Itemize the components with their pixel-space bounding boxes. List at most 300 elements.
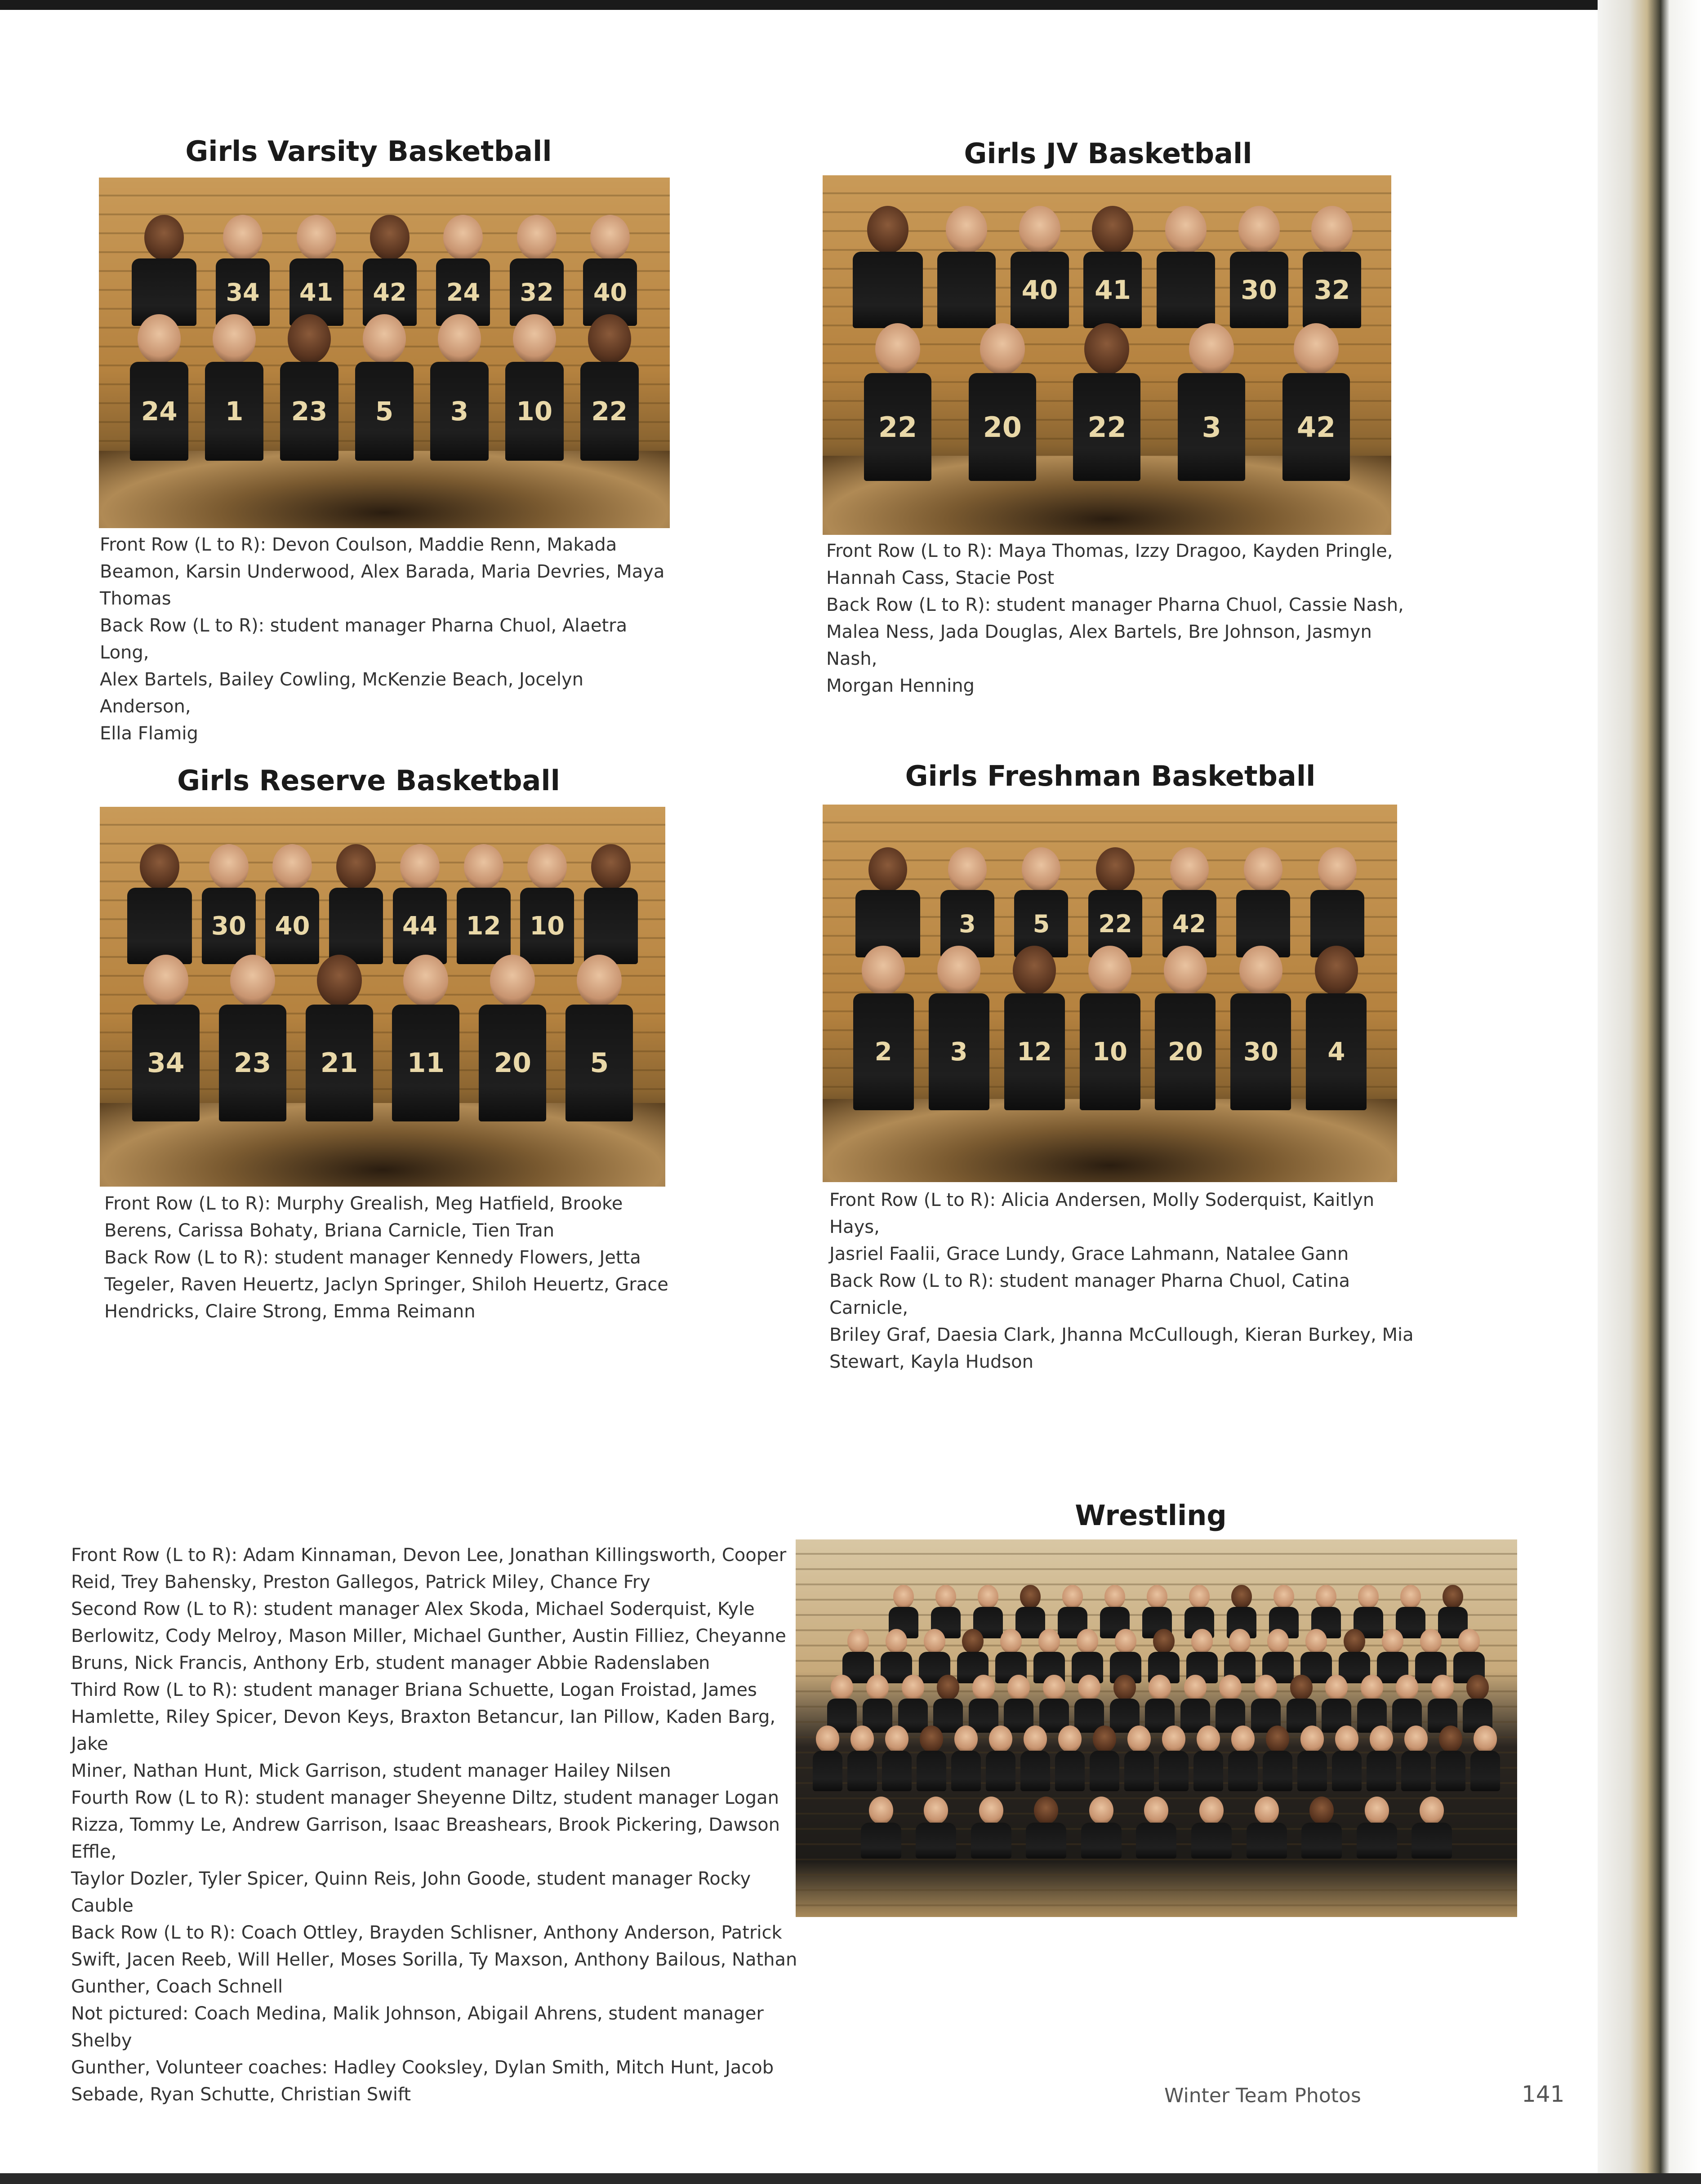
jersey — [1193, 1751, 1223, 1791]
team-member-figure — [847, 1726, 877, 1791]
team-member-figure — [1055, 1726, 1085, 1791]
jersey: 12 — [1004, 993, 1065, 1110]
team-member-figure — [1228, 1726, 1258, 1791]
face — [1266, 1726, 1289, 1753]
jersey: 30 — [1230, 993, 1291, 1110]
face — [1078, 1675, 1100, 1701]
caption-front-row-cont: Thomas — [100, 588, 171, 609]
caption-line: Reid, Trey Bahensky, Preston Gallegos, Patrick Miley, Chance Fry — [71, 1572, 650, 1592]
face — [1231, 1726, 1255, 1753]
face — [1311, 206, 1353, 254]
jersey — [1228, 1751, 1258, 1791]
jersey — [1247, 1823, 1287, 1859]
jersey: 41 — [1083, 252, 1142, 328]
team-member-figure — [127, 844, 192, 964]
jersey: 42 — [363, 258, 417, 326]
face — [937, 946, 980, 995]
face — [209, 844, 249, 890]
team-member-figure — [436, 215, 490, 326]
team-member-figure — [1159, 1726, 1189, 1791]
jersey — [1055, 1751, 1085, 1791]
jersey — [861, 1823, 901, 1859]
team-member-figure — [1470, 1726, 1500, 1791]
face — [223, 215, 263, 260]
caption-back-row-cont: Tegeler, Raven Heuertz, Jaclyn Springer, Shiloh Heuertz, Grace — [104, 1274, 668, 1295]
face — [1024, 1726, 1047, 1753]
jersey — [1367, 1751, 1396, 1791]
jersey: 23 — [219, 1005, 286, 1121]
team-member-figure — [583, 215, 637, 326]
face — [513, 314, 556, 364]
face — [948, 847, 987, 892]
jersey: 42 — [1162, 890, 1216, 957]
face — [1092, 206, 1133, 254]
caption-back-row: Back Row (L to R): student manager Pharna Chuol, Alaetra Long, — [100, 615, 628, 663]
footer-section-label: Winter Team Photos — [1164, 2084, 1361, 2107]
team-member-figure — [853, 946, 914, 1110]
team-member-figure — [882, 1726, 912, 1791]
face — [875, 323, 920, 375]
jersey: 2 — [853, 993, 914, 1110]
jersey — [1297, 1751, 1327, 1791]
jv-front-row — [846, 319, 1369, 481]
team-member-figure — [1073, 323, 1140, 481]
caption-front-row-cont: Jasriel Faalii, Grace Lundy, Grace Lahmann, Natalee Gann — [829, 1244, 1349, 1264]
team-member-figure — [132, 955, 200, 1121]
face — [1300, 1726, 1324, 1753]
team-member-figure — [363, 215, 417, 326]
face — [464, 844, 503, 890]
freshman-front-row — [846, 939, 1374, 1110]
face — [1466, 1675, 1489, 1701]
caption-line: Not pictured: Coach Medina, Malik Johnson, Abigail Ahrens, student manager Shelby — [71, 2003, 764, 2051]
face — [1043, 1675, 1065, 1701]
team-member-figure — [986, 1726, 1015, 1791]
face — [946, 206, 987, 254]
face — [1358, 1585, 1379, 1609]
team-member-figure — [1412, 1797, 1452, 1859]
team-member-figure — [280, 314, 338, 461]
face — [1274, 1585, 1294, 1609]
jersey: 12 — [457, 888, 511, 964]
team-member-figure — [1332, 1726, 1362, 1791]
face — [1239, 946, 1282, 995]
team-member-figure — [205, 314, 263, 461]
face — [138, 314, 181, 364]
face — [1147, 1585, 1167, 1609]
team-member-figure — [457, 844, 511, 964]
face — [1104, 1585, 1125, 1609]
caption-back-row-cont: Stewart, Kayla Hudson — [829, 1352, 1034, 1372]
court-floor — [823, 1099, 1397, 1182]
jersey: 20 — [1155, 993, 1216, 1110]
face — [1164, 946, 1207, 995]
face — [1439, 1726, 1462, 1753]
face — [1020, 1585, 1041, 1609]
jersey: 3 — [430, 362, 489, 461]
face — [1458, 1629, 1480, 1654]
caption-line: Swift, Jacen Reeb, Will Heller, Moses Sorilla, Ty Maxson, Anthony Bailous, Nathan — [71, 1949, 797, 1970]
jersey — [1436, 1751, 1465, 1791]
face — [1443, 1585, 1463, 1609]
jv-caption — [826, 538, 1411, 699]
jersey: 34 — [132, 1005, 200, 1121]
jersey: 40 — [583, 258, 637, 326]
jersey — [1191, 1823, 1232, 1859]
court-floor — [99, 451, 670, 528]
jersey: 42 — [1282, 373, 1350, 481]
face — [1189, 1585, 1210, 1609]
jersey: 22 — [580, 362, 639, 461]
face — [1255, 1675, 1277, 1701]
face — [517, 215, 557, 260]
jersey: 40 — [1011, 252, 1069, 328]
face — [885, 1726, 908, 1753]
jersey: 11 — [392, 1005, 459, 1121]
face — [1013, 946, 1056, 995]
team-member-figure — [1081, 1797, 1122, 1859]
face — [400, 844, 440, 890]
jersey: 5 — [355, 362, 414, 461]
caption-front-row-cont: Hannah Cass, Stacie Post — [826, 568, 1055, 588]
caption-line: Bruns, Nick Francis, Anthony Erb, student manager Abbie Radenslaben — [71, 1653, 710, 1673]
face — [862, 946, 905, 995]
jersey — [1301, 1823, 1342, 1859]
caption-back-row-cont: Alex Bartels, Bailey Cowling, McKenzie Beach, Jocelyn Anderson, — [100, 669, 584, 717]
face — [403, 955, 448, 1006]
jersey: 10 — [1080, 993, 1140, 1110]
face — [1184, 1675, 1207, 1701]
jersey: 22 — [864, 373, 931, 481]
caption-line: Third Row (L to R): student manager Briana Schuette, Logan Froistad, James — [71, 1680, 757, 1700]
jersey — [1357, 1823, 1397, 1859]
face — [1062, 1585, 1083, 1609]
caption-line: Gunther, Volunteer coaches: Hadley Cooksley, Dylan Smith, Mitch Hunt, Jacob — [71, 2057, 774, 2078]
face — [937, 1675, 959, 1701]
caption-line: Fourth Row (L to R): student manager Sheyenne Diltz, student manager Logan — [71, 1788, 779, 1808]
team-member-figure — [1297, 1726, 1327, 1791]
team-member-figure — [355, 314, 414, 461]
team-member-figure — [813, 1726, 842, 1791]
face — [886, 1629, 907, 1654]
team-member-figure — [584, 844, 638, 964]
face — [1309, 1797, 1334, 1824]
team-member-figure — [1155, 946, 1216, 1110]
face — [1191, 1629, 1213, 1654]
face — [1000, 1629, 1022, 1654]
face — [1344, 1629, 1365, 1654]
face — [847, 1629, 869, 1654]
team-member-figure — [1011, 206, 1069, 328]
jersey: 24 — [130, 362, 188, 461]
caption-back-row: Back Row (L to R): student manager Pharna Chuol, Catina Carnicle, — [829, 1271, 1350, 1318]
face — [297, 215, 336, 260]
jersey: 23 — [280, 362, 338, 461]
jersey — [951, 1751, 981, 1791]
face — [1361, 1675, 1383, 1701]
jersey: 44 — [393, 888, 447, 964]
face — [920, 1726, 943, 1753]
team-member-figure — [392, 955, 459, 1121]
jersey: 21 — [306, 1005, 373, 1121]
jersey: 32 — [1303, 252, 1361, 328]
wrestling-team-photo — [796, 1539, 1517, 1917]
team-member-figure — [1247, 1797, 1287, 1859]
face — [979, 1797, 1003, 1824]
team-member-figure — [937, 206, 996, 328]
face — [1170, 847, 1209, 892]
face — [816, 1726, 839, 1753]
team-member-figure — [1080, 946, 1140, 1110]
team-member-figure — [1282, 323, 1350, 481]
jersey: 3 — [1178, 373, 1245, 481]
face — [1113, 1675, 1136, 1701]
jersey — [986, 1751, 1015, 1791]
team-member-figure — [1301, 1797, 1342, 1859]
face — [591, 844, 631, 890]
team-member-figure — [289, 215, 343, 326]
reserve-back-row — [122, 843, 642, 964]
team-member-figure — [861, 1797, 901, 1859]
caption-line: Rizza, Tommy Le, Andrew Garrison, Isaac Breashears, Brook Pickering, Dawson Effle, — [71, 1815, 780, 1862]
face — [527, 844, 567, 890]
team-member-figure — [1090, 1726, 1119, 1791]
face — [140, 844, 179, 890]
caption-front-row: Front Row (L to R): Murphy Grealish, Meg Hatfield, Brooke — [104, 1193, 623, 1214]
face — [962, 1629, 984, 1654]
jersey: 10 — [520, 888, 574, 964]
varsity-team-photo — [99, 178, 670, 528]
face — [443, 215, 483, 260]
face — [1096, 847, 1135, 892]
team-member-figure — [479, 955, 546, 1121]
face — [1400, 1585, 1421, 1609]
jersey — [1263, 1751, 1292, 1791]
team-member-figure — [566, 955, 633, 1121]
face — [143, 955, 188, 1006]
team-member-figure — [1157, 206, 1215, 328]
face — [288, 314, 331, 364]
face — [1088, 946, 1131, 995]
team-member-figure — [1306, 946, 1367, 1110]
team-member-figure — [216, 215, 270, 326]
jersey — [1401, 1751, 1431, 1791]
team-member-figure — [1193, 1726, 1223, 1791]
face — [1267, 1629, 1289, 1654]
face — [272, 844, 312, 890]
team-member-figure — [1083, 206, 1142, 328]
face — [1316, 1585, 1336, 1609]
jersey: 1 — [205, 362, 263, 461]
jersey — [1159, 1751, 1189, 1791]
team-member-figure — [1020, 1726, 1050, 1791]
face — [1315, 946, 1358, 995]
reserve-caption — [104, 1190, 689, 1325]
face — [1365, 1797, 1389, 1824]
scan-bottom-edge — [0, 2173, 1701, 2184]
team-member-figure — [393, 844, 447, 964]
varsity-back-row — [122, 214, 647, 326]
jv-title: Girls JV Basketball — [964, 137, 1252, 170]
team-member-figure — [971, 1797, 1011, 1859]
team-member-figure — [510, 215, 564, 326]
face — [213, 314, 256, 364]
jv-back-row — [846, 207, 1369, 328]
face — [1318, 847, 1357, 892]
team-member-figure — [1303, 206, 1361, 328]
team-member-figure — [1367, 1726, 1396, 1791]
team-member-figure — [265, 844, 319, 964]
jersey — [1090, 1751, 1119, 1791]
wrestling-caption — [71, 1542, 813, 2108]
face — [1238, 206, 1280, 254]
face — [1431, 1675, 1454, 1701]
caption-front-row: Front Row (L to R): Alicia Andersen, Molly Soderquist, Kaitlyn Hays, — [829, 1190, 1375, 1237]
caption-back-row-cont: Malea Ness, Jada Douglas, Alex Bartels, Bre Johnson, Jasmyn Nash, — [826, 622, 1372, 669]
jersey: 24 — [436, 258, 490, 326]
face — [1115, 1629, 1136, 1654]
team-member-figure — [306, 955, 373, 1121]
face — [1219, 1675, 1242, 1701]
face — [954, 1726, 978, 1753]
team-member-figure — [1357, 1797, 1397, 1859]
team-member-figure — [132, 215, 196, 326]
team-member-figure — [1230, 946, 1291, 1110]
wrestling-row-1 — [853, 1791, 1459, 1859]
jersey — [1136, 1823, 1176, 1859]
jersey: 41 — [289, 258, 343, 326]
team-member-figure — [929, 946, 989, 1110]
team-member-figure — [864, 323, 931, 481]
caption-back-row-cont: Hendricks, Claire Strong, Emma Reimann — [104, 1301, 476, 1322]
team-member-figure — [951, 1726, 981, 1791]
jersey: 20 — [969, 373, 1036, 481]
face — [1058, 1726, 1082, 1753]
face — [1294, 323, 1339, 375]
face — [866, 1675, 889, 1701]
face — [831, 1675, 853, 1701]
wrestling-title: Wrestling — [1075, 1499, 1227, 1532]
jersey: 10 — [505, 362, 564, 461]
caption-line: Sebade, Ryan Schutte, Christian Swift — [71, 2084, 411, 2105]
face — [978, 1585, 998, 1609]
face — [1404, 1726, 1428, 1753]
face — [1149, 1675, 1171, 1701]
face — [1077, 1629, 1098, 1654]
team-member-figure — [1026, 1797, 1066, 1859]
face — [1127, 1726, 1151, 1753]
face — [924, 1797, 948, 1824]
book-spine — [1598, 0, 1701, 2184]
caption-front-row: Front Row (L to R): Maya Thomas, Izzy Dragoo, Kayden Pringle, — [826, 541, 1393, 561]
face — [1038, 1629, 1060, 1654]
jersey: 40 — [265, 888, 319, 964]
face — [980, 323, 1025, 375]
face — [1420, 1797, 1444, 1824]
caption-line: Taylor Dozler, Tyler Spicer, Quinn Reis, John Goode, student manager Rocky Cauble — [71, 1868, 751, 1916]
caption-line: Gunther, Coach Schnell — [71, 1976, 283, 1997]
face — [1305, 1629, 1327, 1654]
face — [1084, 323, 1129, 375]
team-member-figure — [202, 844, 256, 964]
face — [1229, 1629, 1251, 1654]
face — [935, 1585, 956, 1609]
team-member-figure — [1230, 206, 1288, 328]
face — [1089, 1797, 1113, 1824]
team-member-figure — [1004, 946, 1065, 1110]
caption-back-row: Back Row (L to R): student manager Kennedy Flowers, Jetta — [104, 1247, 641, 1268]
team-member-figure — [580, 314, 639, 461]
face — [1231, 1585, 1252, 1609]
freshman-caption — [829, 1187, 1423, 1375]
face — [924, 1629, 945, 1654]
face — [1420, 1629, 1442, 1654]
caption-back-row: Back Row (L to R): student manager Pharna Chuol, Cassie Nash, — [826, 595, 1404, 615]
jv-team-photo — [823, 175, 1391, 535]
face — [1244, 847, 1282, 892]
face — [850, 1726, 874, 1753]
face — [902, 1675, 924, 1701]
jersey: 5 — [566, 1005, 633, 1121]
caption-line: Second Row (L to R): student manager Alex Skoda, Michael Soderquist, Kyle — [71, 1599, 755, 1619]
team-member-figure — [1436, 1726, 1465, 1791]
face — [868, 847, 907, 892]
face — [1325, 1675, 1348, 1701]
face — [1153, 1629, 1175, 1654]
jersey: 22 — [1088, 890, 1142, 957]
varsity-title: Girls Varsity Basketball — [185, 135, 552, 168]
jersey: 30 — [1230, 252, 1288, 328]
page-number: 141 — [1522, 2081, 1565, 2107]
reserve-front-row — [122, 951, 642, 1121]
jersey: 20 — [479, 1005, 546, 1121]
team-member-figure — [329, 844, 383, 964]
jersey — [916, 1823, 956, 1859]
jersey — [853, 252, 923, 328]
face — [1382, 1629, 1403, 1654]
face — [590, 215, 630, 260]
scan-top-edge — [0, 0, 1701, 10]
jersey — [1081, 1823, 1122, 1859]
caption-front-row-cont: Berens, Carissa Bohaty, Briana Carnicle, Tien Tran — [104, 1220, 555, 1241]
caption-line: Hamlette, Riley Spicer, Devon Keys, Braxton Betancur, Ian Pillow, Kaden Barg, Jake — [71, 1707, 776, 1754]
face — [1165, 206, 1207, 254]
team-member-figure — [430, 314, 489, 461]
caption-back-row-cont: Briley Graf, Daesia Clark, Jhanna McCullough, Kieran Burkey, Mia — [829, 1325, 1414, 1345]
caption-front-row: Front Row (L to R): Devon Coulson, Maddie Renn, Makada — [100, 534, 617, 555]
face — [1396, 1675, 1418, 1701]
team-member-figure — [219, 955, 286, 1121]
face — [1197, 1726, 1220, 1753]
team-member-figure — [916, 1797, 956, 1859]
jersey — [1026, 1823, 1066, 1859]
team-member-figure — [969, 323, 1036, 481]
face — [144, 215, 184, 260]
jersey — [813, 1751, 842, 1791]
jersey: 22 — [1073, 373, 1140, 481]
jersey — [1157, 252, 1215, 328]
team-member-figure — [1124, 1726, 1154, 1791]
caption-line: Miner, Nathan Hunt, Mick Garrison, student manager Hailey Nilsen — [71, 1761, 671, 1781]
face — [1335, 1726, 1358, 1753]
team-member-figure — [1401, 1726, 1431, 1791]
caption-back-row-cont: Morgan Henning — [826, 676, 975, 696]
jersey — [1470, 1751, 1500, 1791]
jersey — [847, 1751, 877, 1791]
team-member-figure — [130, 314, 188, 461]
freshman-team-photo — [823, 805, 1397, 1182]
face — [336, 844, 376, 890]
